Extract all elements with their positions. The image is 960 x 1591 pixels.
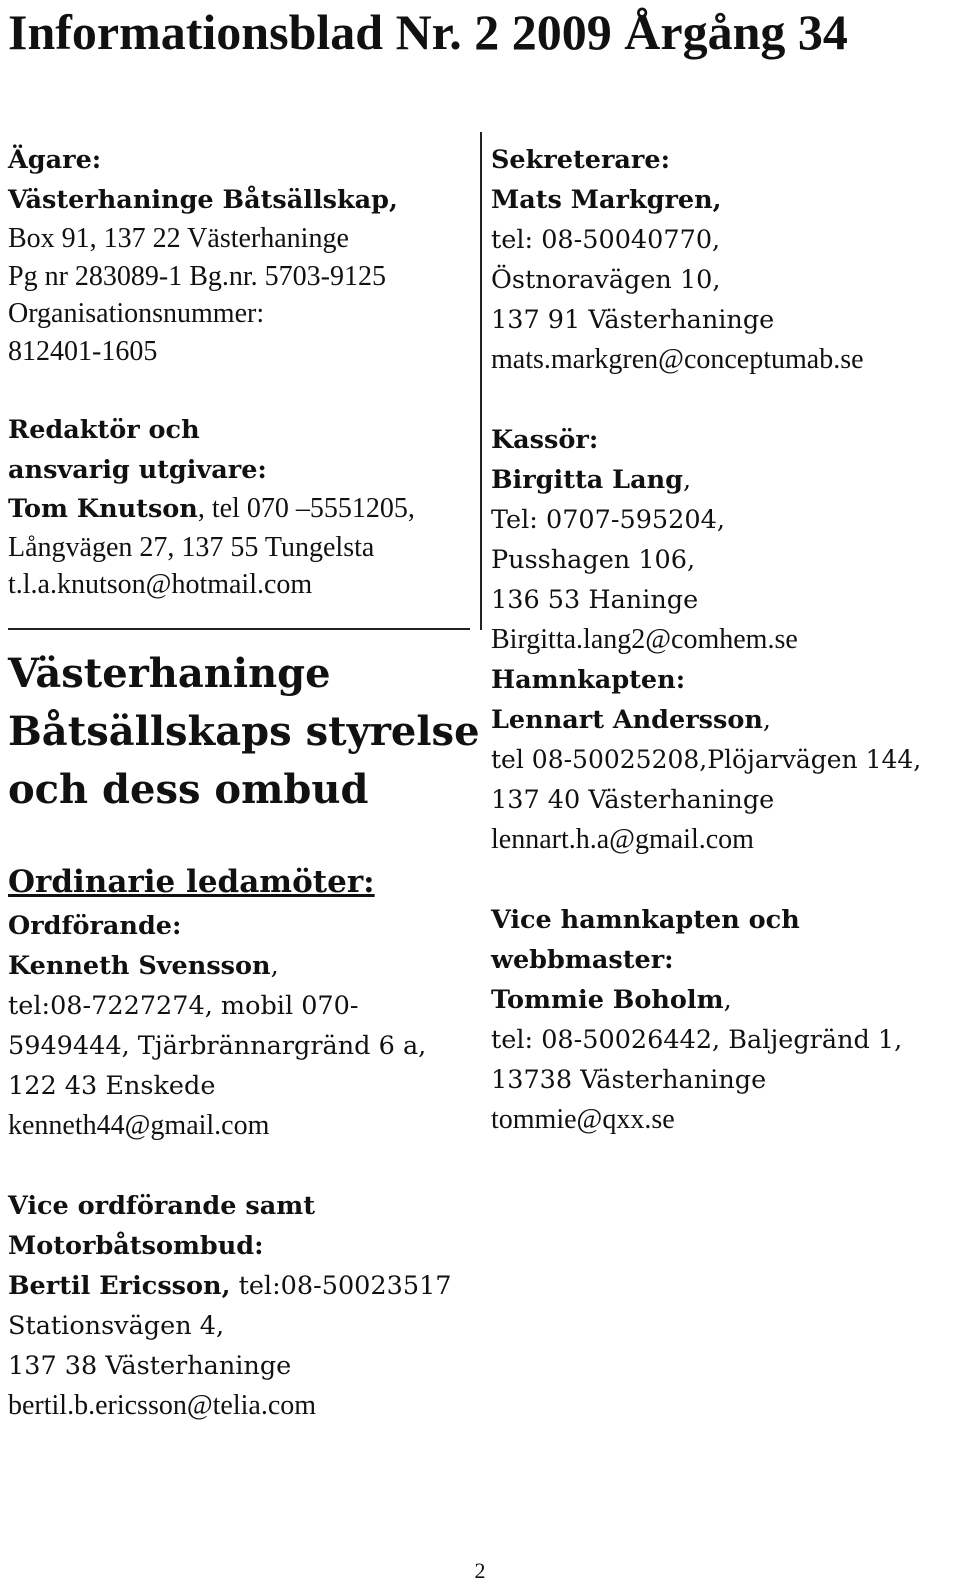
member-name: Kenneth Svensson xyxy=(8,951,271,981)
member-role: Vice ordförande samt xyxy=(8,1191,315,1221)
member-email[interactable]: Birgitta.lang2@comhem.se xyxy=(491,624,798,655)
member-name-line xyxy=(491,980,960,1020)
member-detail: tel 08-50025208,Plöjarvägen 144, xyxy=(491,745,922,774)
member-email[interactable]: tommie@qxx.se xyxy=(491,1104,675,1135)
member-role: Sekreterare: xyxy=(491,145,670,175)
member-name: Mats Markgren, xyxy=(491,185,722,215)
member-email[interactable]: bertil.b.ericsson@telia.com xyxy=(8,1390,317,1421)
member-role: Vice hamnkapten och xyxy=(491,905,800,935)
member-harbour-master xyxy=(491,660,960,860)
member-detail: 136 53 Haninge xyxy=(491,585,699,615)
member-detail: 137 91 Västerhaninge xyxy=(491,305,775,335)
member-vice-chairman xyxy=(8,1186,478,1426)
member-name: Tommie Boholm xyxy=(491,985,724,1015)
publisher-info xyxy=(8,140,473,604)
section-divider xyxy=(8,628,470,630)
member-name-suffix: , xyxy=(762,705,772,735)
member-name-line xyxy=(491,460,960,500)
member-role: Ordförande: xyxy=(8,911,182,941)
owner-label: Ägare: xyxy=(8,145,102,175)
editor-name: Tom Knutson xyxy=(8,494,198,524)
page-title: Informationsblad Nr. 2 2009 Årgång 34 xyxy=(8,4,848,60)
board-title-line-3: och dess ombud xyxy=(8,766,369,813)
member-detail: Stationsvägen 4, xyxy=(8,1311,225,1341)
member-detail: 13738 Västerhaninge xyxy=(491,1065,767,1095)
member-role: Kassör: xyxy=(491,425,599,455)
editor-email[interactable]: t.l.a.knutson@hotmail.com xyxy=(8,569,313,600)
member-name: Lennart Andersson xyxy=(491,705,763,735)
member-name-suffix: , xyxy=(682,465,692,495)
member-role: Motorbåtsombud: xyxy=(8,1231,264,1261)
member-email[interactable]: mats.markgren@conceptumab.se xyxy=(491,344,864,375)
owner-name: Västerhaninge Båtsällskap, xyxy=(8,185,398,215)
board-title xyxy=(8,645,480,819)
member-email[interactable]: lennart.h.a@gmail.com xyxy=(491,824,754,855)
member-chairman xyxy=(8,906,478,1146)
editor-contact xyxy=(8,490,473,529)
member-detail: Östnoravägen 10, xyxy=(491,265,721,295)
left-members xyxy=(8,906,478,1426)
member-detail: 122 43 Enskede xyxy=(8,1071,216,1101)
member-name-suffix: , xyxy=(270,951,279,981)
member-name-line xyxy=(491,700,960,740)
org-number: 812401-1605 xyxy=(8,335,158,367)
editor-label: Redaktör och xyxy=(8,415,200,445)
member-detail: Tel: 0707-595204, xyxy=(491,505,725,535)
owner-accounts: Pg nr 283089-1 Bg.nr. 5703-9125 xyxy=(8,260,386,292)
member-name: Birgitta Lang xyxy=(491,465,683,495)
member-detail: tel: 08-50026442, Baljegränd 1, xyxy=(491,1025,903,1055)
member-name: Bertil Ericsson, xyxy=(8,1271,231,1301)
page-number: 2 xyxy=(474,1558,486,1583)
member-name-line xyxy=(8,946,478,986)
member-name-suffix: tel:08-50023517 xyxy=(230,1271,452,1301)
right-members xyxy=(491,140,960,1140)
member-vice-harbour-master xyxy=(491,900,960,1140)
member-role: webbmaster: xyxy=(491,945,674,975)
member-detail: 137 38 Västerhaninge xyxy=(8,1351,292,1381)
editor-label-2: ansvarig utgivare: xyxy=(8,455,267,485)
member-treasurer xyxy=(491,420,960,660)
member-secretary xyxy=(491,140,960,380)
board-title-line-1: Västerhaninge xyxy=(8,650,331,697)
member-name-suffix: , xyxy=(723,985,732,1015)
member-detail: tel:08-7227274, mobil 070- xyxy=(8,991,359,1021)
member-role: Hamnkapten: xyxy=(491,665,686,695)
owner-address: Box 91, 137 22 Västerhaninge xyxy=(8,223,349,254)
board-title-line-2: Båtsällskaps styrelse xyxy=(8,708,480,755)
editor-address: Långvägen 27, 137 55 Tungelsta xyxy=(8,531,375,563)
member-detail: 5949444, Tjärbrännargränd 6 a, xyxy=(8,1031,427,1061)
board-subtitle: Ordinarie ledamöter: xyxy=(8,864,375,900)
org-number-label: Organisationsnummer: xyxy=(8,298,265,329)
member-name-line xyxy=(8,1266,478,1306)
member-detail: 137 40 Västerhaninge xyxy=(491,785,775,815)
column-divider xyxy=(480,132,482,630)
member-detail: tel: 08-50040770, xyxy=(491,225,721,255)
member-detail: Pusshagen 106, xyxy=(491,545,696,575)
member-email[interactable]: kenneth44@gmail.com xyxy=(8,1110,270,1141)
editor-phone: , tel 070 –5551205, xyxy=(197,493,415,524)
